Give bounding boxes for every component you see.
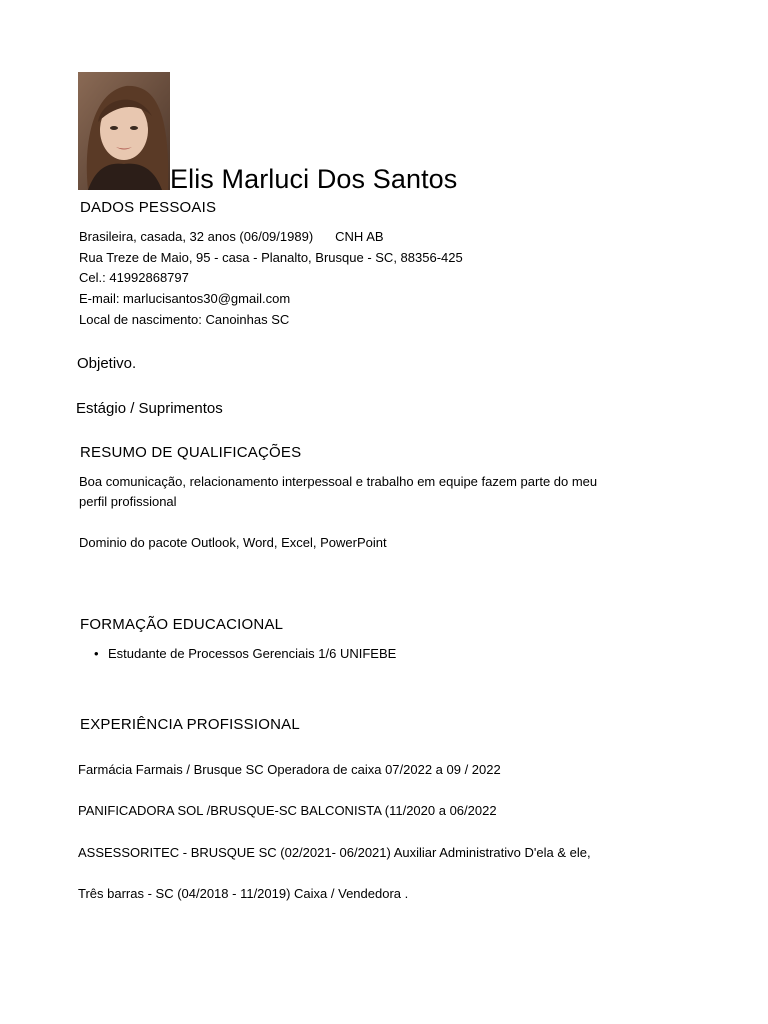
cnh-text: CNH AB <box>335 229 384 244</box>
section-title-qualifications: RESUMO DE QUALIFICAÇÕES <box>80 444 302 461</box>
section-title-objective: Objetivo. <box>77 355 137 372</box>
experience-item: Farmácia Farmais / Brusque SC Operadora de caixa 07/2022 a 09 / 2022 <box>78 762 501 777</box>
experience-item: PANIFICADORA SOL /BRUSQUE-SC BALCONISTA (11/2020 a 06/2022 <box>78 803 497 818</box>
section-title-personal: DADOS PESSOAIS <box>80 199 217 216</box>
qualification-line-2: perfil profissional <box>79 494 177 509</box>
objective-value: Estágio / Suprimentos <box>76 400 223 417</box>
profile-photo <box>78 72 170 190</box>
experience-item: ASSESSORITEC - BRUSQUE SC (02/2021- 06/2021) Auxiliar Administrativo D'ela & ele, <box>78 845 591 860</box>
section-title-education: FORMAÇÃO EDUCACIONAL <box>80 616 284 633</box>
personal-info-text: Brasileira, casada, 32 anos (06/09/1989) <box>79 229 314 244</box>
bullet-icon: • <box>94 646 99 661</box>
personal-phone: Cel.: 41992868797 <box>79 270 189 285</box>
qualification-line-1: Boa comunicação, relacionamento interpessoal e trabalho em equipe fazem parte do meu <box>79 474 598 489</box>
personal-line-1 <box>79 229 384 244</box>
qualification-skills: Dominio do pacote Outlook, Word, Excel, PowerPoint <box>79 535 387 550</box>
education-item <box>94 646 396 661</box>
personal-birthplace: Local de nascimento: Canoinhas SC <box>79 312 290 327</box>
person-photo-icon <box>78 72 170 190</box>
education-item-text: Estudante de Processos Gerenciais 1/6 UNIFEBE <box>108 646 397 661</box>
personal-email: E-mail: marlucisantos30@gmail.com <box>79 291 291 306</box>
candidate-name: Elis Marluci Dos Santos <box>170 164 458 194</box>
experience-item: Três barras - SC (04/2018 - 11/2019) Caixa / Vendedora . <box>78 886 409 901</box>
section-title-experience: EXPERIÊNCIA PROFISSIONAL <box>80 716 300 733</box>
personal-address: Rua Treze de Maio, 95 - casa - Planalto, Brusque - SC, 88356-425 <box>79 250 463 265</box>
